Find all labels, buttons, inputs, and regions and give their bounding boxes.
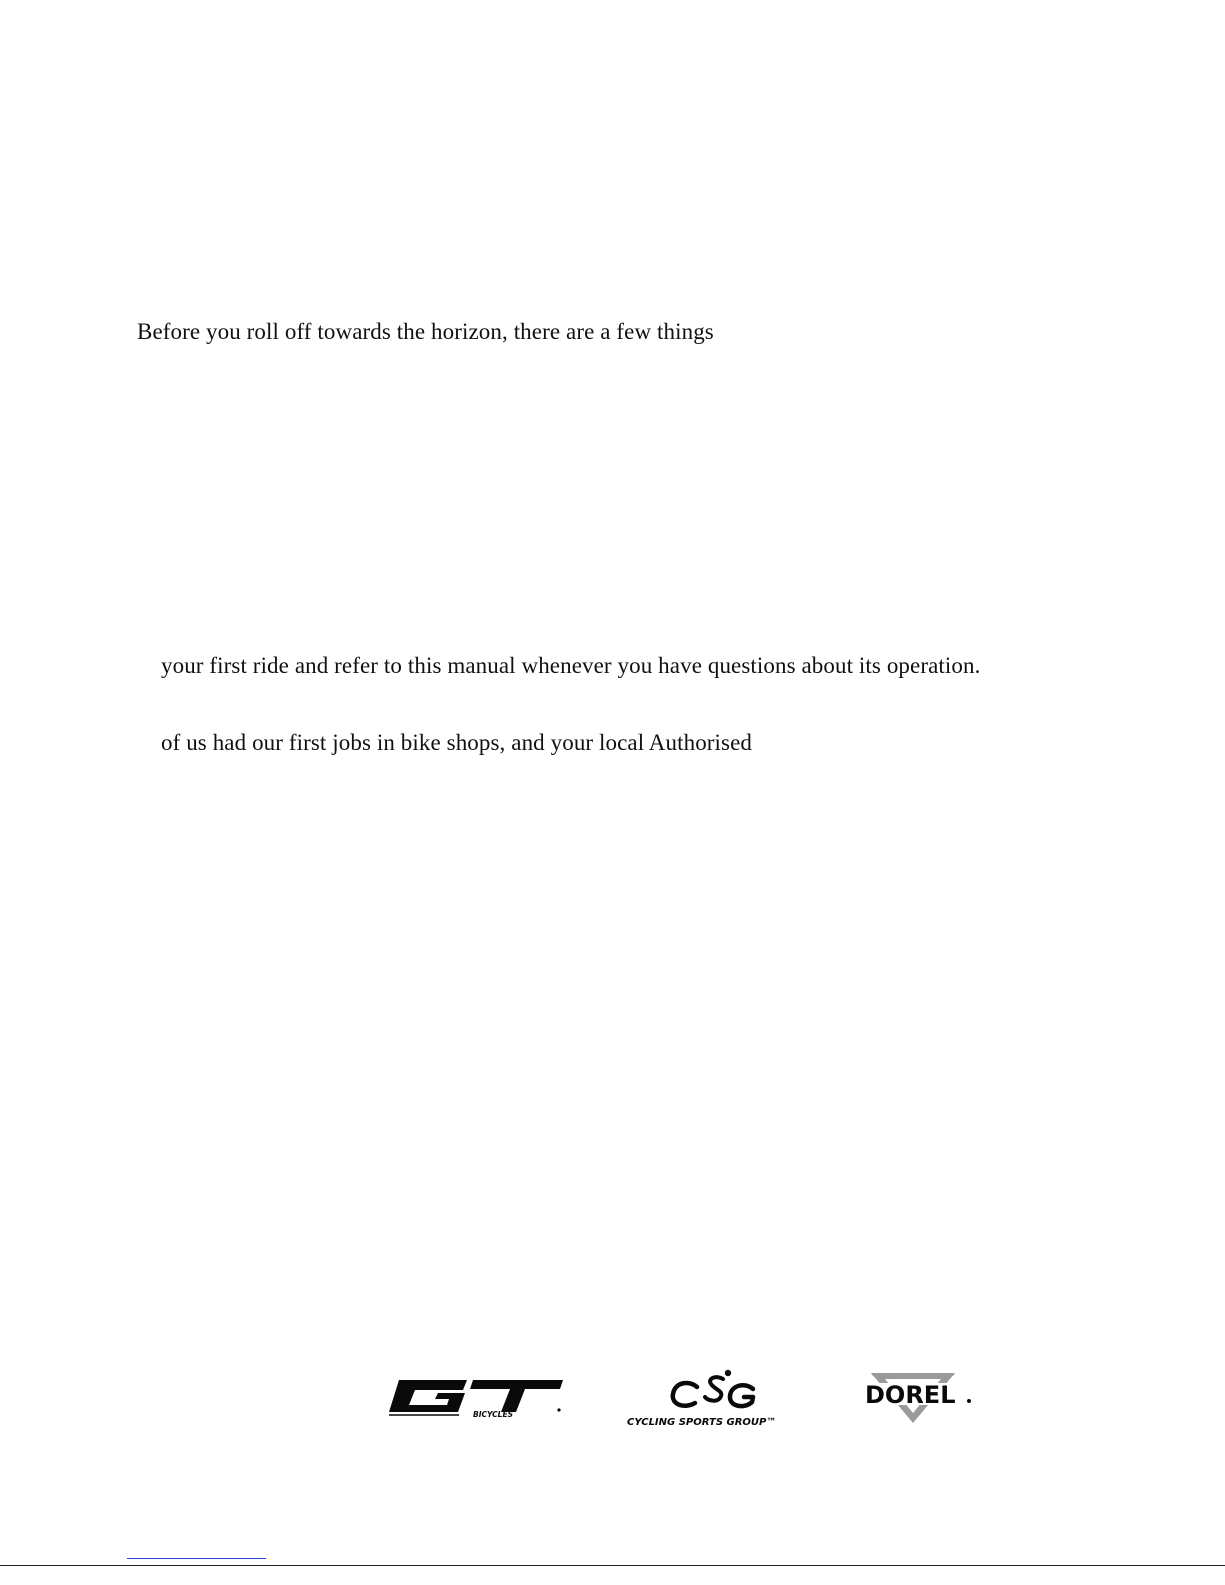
body-text-line: of us had our first jobs in bike shops, and your local Authorised	[161, 730, 753, 755]
page-bottom-border	[0, 1565, 1225, 1566]
dorel-wordmark: DOREL	[865, 1381, 956, 1409]
gt-bicycles-logo	[385, 1377, 570, 1417]
dorel-logo	[863, 1365, 975, 1427]
footer-logos	[385, 1365, 985, 1435]
body-text-line: your first ride and refer to this manual whenever you have questions about its operation.	[161, 653, 981, 678]
csg-logo	[625, 1367, 800, 1429]
footnote-separator	[127, 1558, 266, 1559]
gt-subtitle: BICYCLES	[473, 1410, 513, 1417]
body-text-line: Before you roll off towards the horizon, there are a few things	[137, 319, 714, 344]
csg-subtitle: CYCLING SPORTS GROUP™	[627, 1417, 777, 1428]
